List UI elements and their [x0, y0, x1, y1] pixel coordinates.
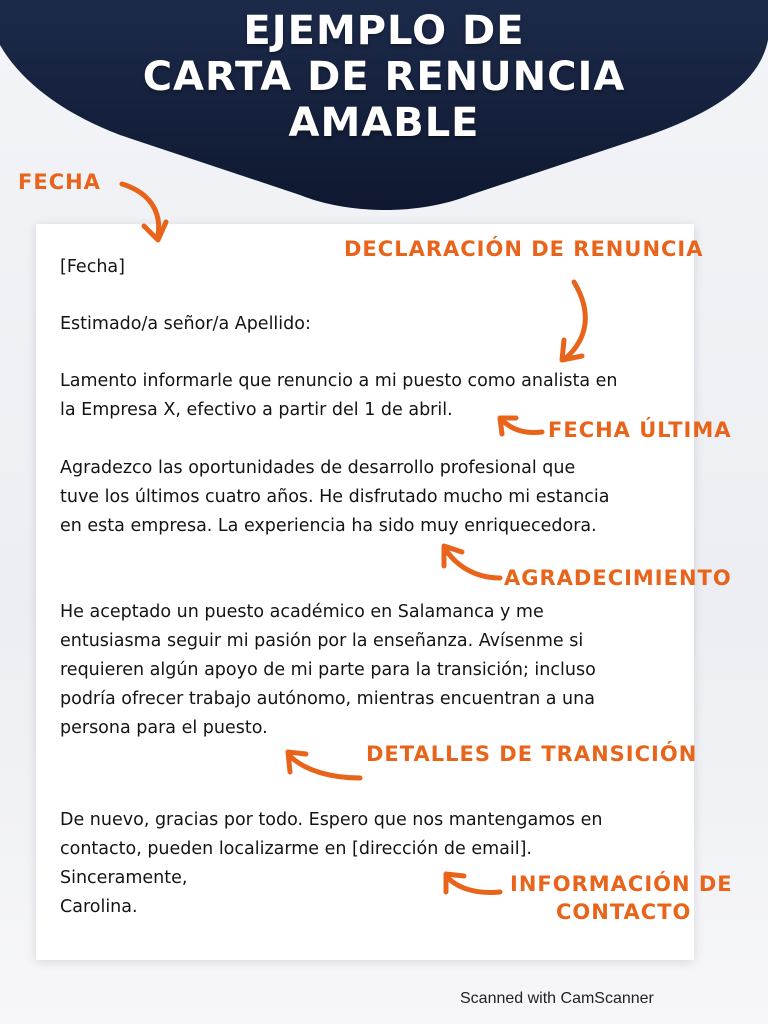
letter-paragraph-3 [60, 598, 596, 743]
letter-line: Agradezco las oportunidades de desarrollo profesional que [60, 458, 576, 478]
letter-closing: Sinceramente, [60, 868, 188, 888]
letter-line: la Empresa X, efectivo a partir del 1 de abril. [60, 400, 453, 420]
callout-transicion: DETALLES DE TRANSICIÓN [366, 742, 698, 766]
letter-line: requieren algún apoyo de mi parte para la transición; incluso [60, 660, 596, 680]
callout-contacto-line-2: CONTACTO [556, 900, 692, 924]
letter-signature: Carolina. [60, 897, 138, 917]
letter-line: entusiasma seguir mi pasión por la enseñanza. Avísenme si [60, 631, 584, 651]
scanner-watermark: Scanned with CamScanner [460, 990, 654, 1007]
callout-contacto-line-1: INFORMACIÓN DE [510, 872, 733, 896]
letter-line: tuve los últimos cuatro años. He disfrutado mucho mi estancia [60, 487, 610, 507]
title-line-3: AMABLE [288, 100, 480, 146]
letter-line: contacto, pueden localizarme en [dirección de email]. [60, 839, 532, 859]
page-title [0, 8, 768, 146]
letter-line: De nuevo, gracias por todo. Espero que nos mantengamos en [60, 810, 603, 830]
callout-declaracion: DECLARACIÓN DE RENUNCIA [344, 237, 704, 261]
letter-paragraph-1 [60, 367, 618, 425]
letter-date: [Fecha] [60, 257, 125, 277]
letter-line: en esta empresa. La experiencia ha sido muy enriquecedora. [60, 516, 597, 536]
callout-fecha: FECHA [18, 170, 101, 194]
letter-paragraph-2 [60, 454, 610, 541]
letter-greeting: Estimado/a señor/a Apellido: [60, 314, 311, 334]
letter-line: persona para el puesto. [60, 718, 268, 738]
letter-line: He aceptado un puesto académico en Salamanca y me [60, 602, 544, 622]
letter-line: Lamento informarle que renuncio a mi puesto como analista en [60, 371, 618, 391]
letter-line: podría ofrecer trabajo autónomo, mientras encuentran a una [60, 689, 595, 709]
title-line-2: CARTA DE RENUNCIA [142, 54, 626, 100]
letter-paragraph-4 [60, 806, 602, 922]
callout-fecha-ultima: FECHA ÚLTIMA [548, 418, 732, 442]
callout-agradecimiento: AGRADECIMIENTO [504, 566, 732, 590]
title-line-1: EJEMPLO DE [243, 8, 525, 54]
